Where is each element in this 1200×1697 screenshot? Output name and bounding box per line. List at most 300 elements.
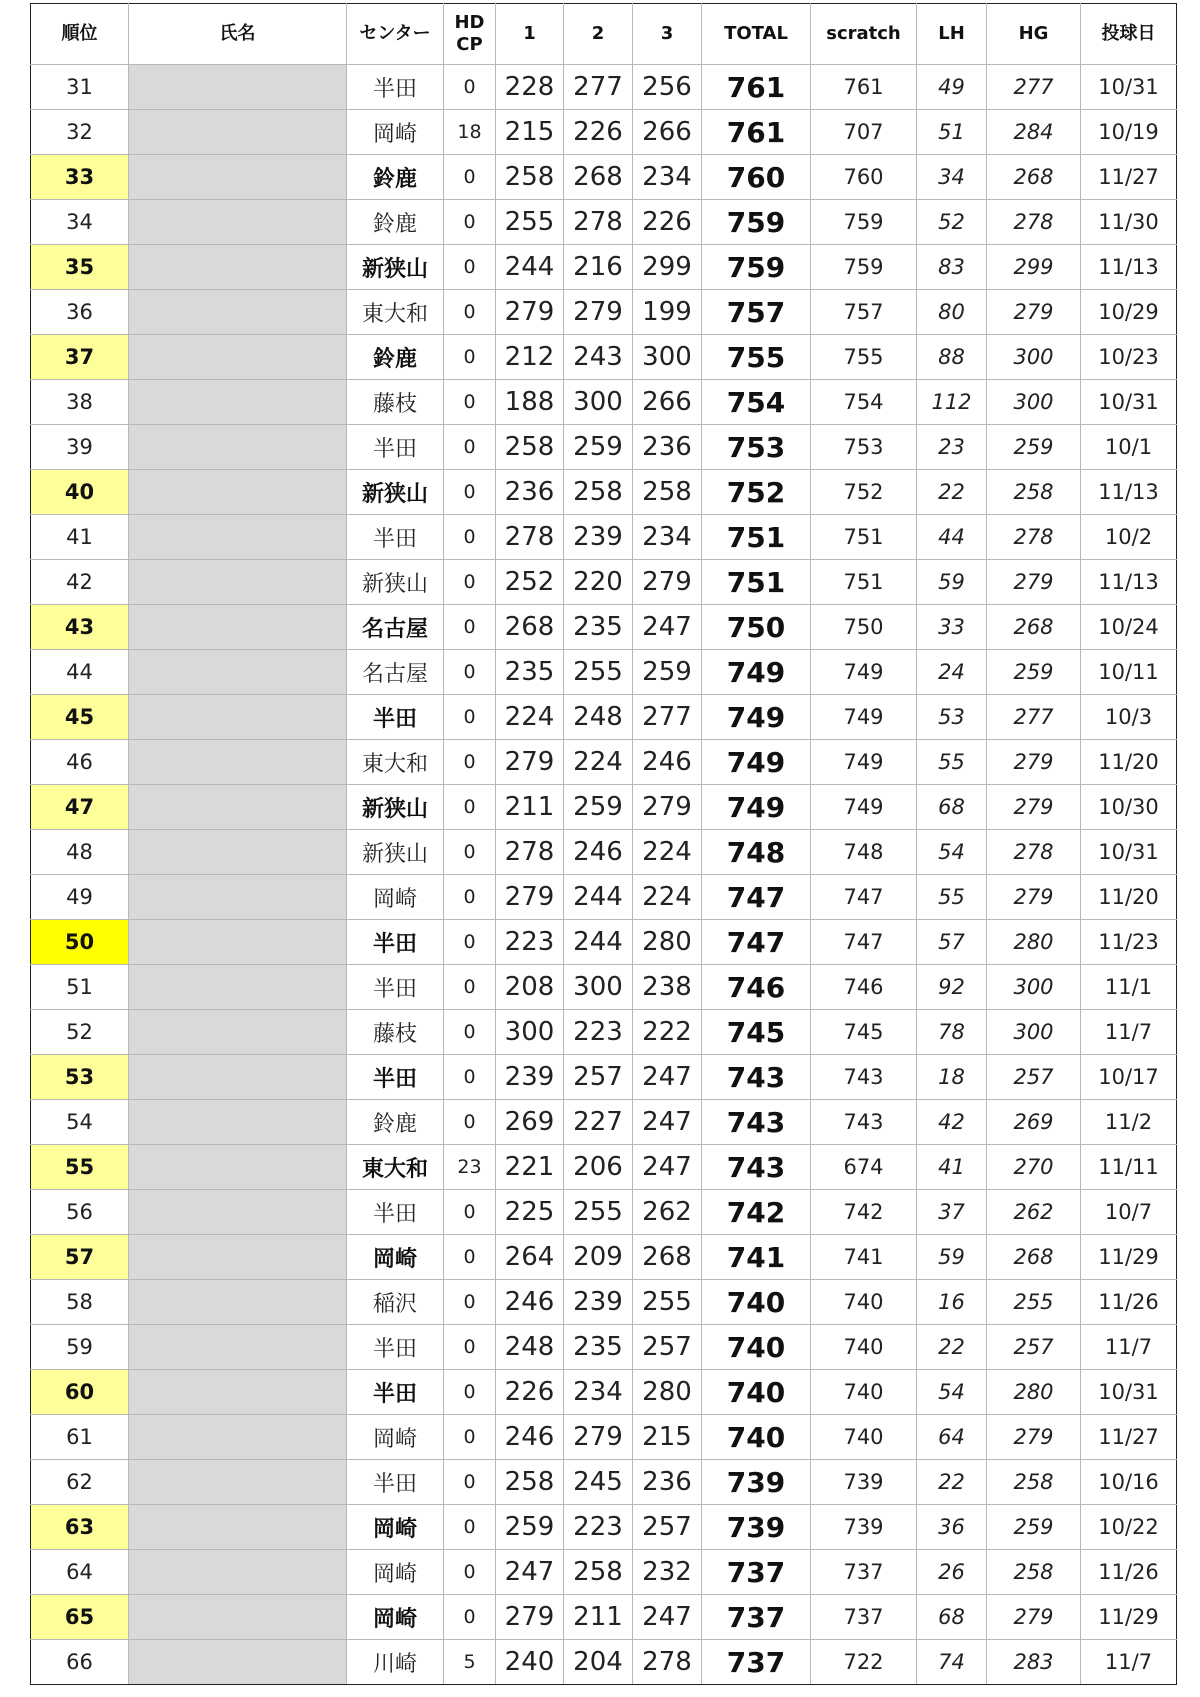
rank-cell: 38: [31, 380, 129, 425]
header-total: TOTAL: [702, 4, 811, 65]
rank-cell: 45: [31, 695, 129, 740]
rank-cell: 51: [31, 965, 129, 1010]
high-game: 278: [987, 515, 1081, 560]
center-cell: 稲沢: [347, 1280, 444, 1325]
total-score: 740: [702, 1280, 811, 1325]
rank-cell: 31: [31, 65, 129, 110]
game-2-score: 204: [564, 1640, 633, 1685]
total-score: 743: [702, 1055, 811, 1100]
high-game: 259: [987, 1505, 1081, 1550]
table-row: [31, 1235, 1177, 1280]
rank-cell: 46: [31, 740, 129, 785]
game-1-score: 247: [496, 1550, 564, 1595]
scratch-score: 752: [811, 470, 917, 515]
play-date: 11/11: [1081, 1145, 1177, 1190]
low-game: 22: [917, 1460, 987, 1505]
game-2-score: 277: [564, 65, 633, 110]
game-1-score: 212: [496, 335, 564, 380]
total-score: 749: [702, 695, 811, 740]
play-date: 11/26: [1081, 1550, 1177, 1595]
play-date: 11/29: [1081, 1235, 1177, 1280]
name-cell: [129, 785, 347, 830]
total-score: 745: [702, 1010, 811, 1055]
play-date: 10/2: [1081, 515, 1177, 560]
low-game: 36: [917, 1505, 987, 1550]
game-3-score: 226: [633, 200, 702, 245]
center-cell: 岡崎: [347, 1505, 444, 1550]
game-1-score: 235: [496, 650, 564, 695]
name-cell: [129, 1370, 347, 1415]
play-date: 11/2: [1081, 1100, 1177, 1145]
low-game: 80: [917, 290, 987, 335]
high-game: 299: [987, 245, 1081, 290]
name-cell: [129, 1100, 347, 1145]
rank-cell: 35: [31, 245, 129, 290]
name-cell: [129, 335, 347, 380]
game-1-score: 300: [496, 1010, 564, 1055]
hdcp-cell: 0: [444, 515, 496, 560]
game-2-score: 248: [564, 695, 633, 740]
table-row: [31, 605, 1177, 650]
game-2-score: 216: [564, 245, 633, 290]
game-3-score: 236: [633, 1460, 702, 1505]
hdcp-cell: 0: [444, 920, 496, 965]
game-3-score: 224: [633, 875, 702, 920]
hdcp-cell: 0: [444, 245, 496, 290]
game-1-score: 240: [496, 1640, 564, 1685]
rank-cell: 57: [31, 1235, 129, 1280]
name-cell: [129, 1280, 347, 1325]
header-hg: HG: [987, 4, 1081, 65]
center-cell: 鈴鹿: [347, 335, 444, 380]
game-3-score: 247: [633, 1100, 702, 1145]
play-date: 10/22: [1081, 1505, 1177, 1550]
hdcp-cell: 0: [444, 605, 496, 650]
name-cell: [129, 740, 347, 785]
score-table: [30, 3, 1177, 1685]
name-cell: [129, 605, 347, 650]
game-3-score: 224: [633, 830, 702, 875]
low-game: 112: [917, 380, 987, 425]
play-date: 10/16: [1081, 1460, 1177, 1505]
name-cell: [129, 830, 347, 875]
hdcp-cell: 5: [444, 1640, 496, 1685]
total-score: 740: [702, 1370, 811, 1415]
scratch-score: 755: [811, 335, 917, 380]
low-game: 41: [917, 1145, 987, 1190]
rank-cell: 39: [31, 425, 129, 470]
table-row: [31, 155, 1177, 200]
name-cell: [129, 1190, 347, 1235]
low-game: 44: [917, 515, 987, 560]
game-3-score: 256: [633, 65, 702, 110]
center-cell: 岡崎: [347, 1415, 444, 1460]
play-date: 11/23: [1081, 920, 1177, 965]
rank-cell: 58: [31, 1280, 129, 1325]
high-game: 258: [987, 1460, 1081, 1505]
low-game: 23: [917, 425, 987, 470]
game-1-score: 278: [496, 515, 564, 560]
low-game: 42: [917, 1100, 987, 1145]
low-game: 57: [917, 920, 987, 965]
table-row: [31, 1280, 1177, 1325]
game-1-score: 279: [496, 740, 564, 785]
play-date: 10/31: [1081, 380, 1177, 425]
scratch-score: 757: [811, 290, 917, 335]
table-header: [31, 4, 1177, 65]
table-row: [31, 1190, 1177, 1235]
center-cell: 新狭山: [347, 785, 444, 830]
game-3-score: 247: [633, 1055, 702, 1100]
high-game: 255: [987, 1280, 1081, 1325]
header-center: センター: [347, 4, 444, 65]
high-game: 279: [987, 875, 1081, 920]
high-game: 270: [987, 1145, 1081, 1190]
table-row: [31, 110, 1177, 155]
hdcp-cell: 0: [444, 1550, 496, 1595]
scratch-score: 739: [811, 1505, 917, 1550]
table-row: [31, 1055, 1177, 1100]
rank-cell: 66: [31, 1640, 129, 1685]
play-date: 11/20: [1081, 740, 1177, 785]
header-game-3: 3: [633, 4, 702, 65]
name-cell: [129, 110, 347, 155]
scratch-score: 737: [811, 1595, 917, 1640]
table-row: [31, 290, 1177, 335]
scratch-score: 745: [811, 1010, 917, 1055]
low-game: 59: [917, 560, 987, 605]
header-row: [31, 4, 1177, 65]
rank-cell: 47: [31, 785, 129, 830]
game-1-score: 188: [496, 380, 564, 425]
game-2-score: 278: [564, 200, 633, 245]
hdcp-cell: 0: [444, 1010, 496, 1055]
low-game: 26: [917, 1550, 987, 1595]
hdcp-cell: 18: [444, 110, 496, 155]
name-cell: [129, 200, 347, 245]
high-game: 300: [987, 380, 1081, 425]
center-cell: 東大和: [347, 740, 444, 785]
play-date: 10/3: [1081, 695, 1177, 740]
center-cell: 岡崎: [347, 1595, 444, 1640]
play-date: 11/26: [1081, 1280, 1177, 1325]
total-score: 757: [702, 290, 811, 335]
scratch-score: 739: [811, 1460, 917, 1505]
table-row: [31, 1010, 1177, 1055]
total-score: 739: [702, 1460, 811, 1505]
total-score: 754: [702, 380, 811, 425]
header-name: 氏名: [129, 4, 347, 65]
rank-cell: 61: [31, 1415, 129, 1460]
game-3-score: 199: [633, 290, 702, 335]
table-row: [31, 1325, 1177, 1370]
center-cell: 名古屋: [347, 605, 444, 650]
center-cell: 半田: [347, 965, 444, 1010]
center-cell: 藤枝: [347, 1010, 444, 1055]
name-cell: [129, 290, 347, 335]
total-score: 752: [702, 470, 811, 515]
table-row: [31, 965, 1177, 1010]
game-2-score: 300: [564, 380, 633, 425]
name-cell: [129, 1325, 347, 1370]
hdcp-cell: 0: [444, 1505, 496, 1550]
hdcp-cell: 0: [444, 1595, 496, 1640]
name-cell: [129, 155, 347, 200]
play-date: 11/13: [1081, 470, 1177, 515]
scratch-score: 722: [811, 1640, 917, 1685]
total-score: 746: [702, 965, 811, 1010]
table-row: [31, 875, 1177, 920]
high-game: 258: [987, 470, 1081, 515]
game-3-score: 234: [633, 515, 702, 560]
game-3-score: 279: [633, 560, 702, 605]
game-3-score: 232: [633, 1550, 702, 1595]
hdcp-cell: 0: [444, 695, 496, 740]
scratch-score: 749: [811, 785, 917, 830]
rank-cell: 33: [31, 155, 129, 200]
hdcp-cell: 0: [444, 1325, 496, 1370]
table-row: [31, 425, 1177, 470]
low-game: 74: [917, 1640, 987, 1685]
name-cell: [129, 875, 347, 920]
game-3-score: 222: [633, 1010, 702, 1055]
name-cell: [129, 470, 347, 515]
center-cell: 半田: [347, 425, 444, 470]
scratch-score: 759: [811, 200, 917, 245]
high-game: 279: [987, 1595, 1081, 1640]
low-game: 49: [917, 65, 987, 110]
total-score: 753: [702, 425, 811, 470]
total-score: 740: [702, 1325, 811, 1370]
rank-cell: 62: [31, 1460, 129, 1505]
center-cell: 半田: [347, 515, 444, 560]
center-cell: 半田: [347, 695, 444, 740]
high-game: 280: [987, 920, 1081, 965]
low-game: 54: [917, 830, 987, 875]
game-2-score: 239: [564, 1280, 633, 1325]
rank-cell: 65: [31, 1595, 129, 1640]
scratch-score: 742: [811, 1190, 917, 1235]
name-cell: [129, 1640, 347, 1685]
game-2-score: 224: [564, 740, 633, 785]
game-2-score: 235: [564, 1325, 633, 1370]
game-1-score: 224: [496, 695, 564, 740]
game-1-score: 255: [496, 200, 564, 245]
rank-cell: 55: [31, 1145, 129, 1190]
game-2-score: 257: [564, 1055, 633, 1100]
play-date: 11/1: [1081, 965, 1177, 1010]
low-game: 33: [917, 605, 987, 650]
name-cell: [129, 1145, 347, 1190]
table-row: [31, 380, 1177, 425]
table-row: [31, 335, 1177, 380]
play-date: 11/29: [1081, 1595, 1177, 1640]
rank-cell: 42: [31, 560, 129, 605]
hdcp-cell: 0: [444, 875, 496, 920]
total-score: 747: [702, 875, 811, 920]
table-row: [31, 515, 1177, 560]
scratch-score: 749: [811, 740, 917, 785]
game-1-score: 211: [496, 785, 564, 830]
hdcp-cell: 0: [444, 155, 496, 200]
center-cell: 岡崎: [347, 1550, 444, 1595]
scratch-score: 737: [811, 1550, 917, 1595]
play-date: 10/31: [1081, 830, 1177, 875]
total-score: 743: [702, 1145, 811, 1190]
scratch-score: 740: [811, 1415, 917, 1460]
name-cell: [129, 1055, 347, 1100]
high-game: 279: [987, 740, 1081, 785]
hdcp-cell: 0: [444, 1235, 496, 1280]
game-1-score: 258: [496, 425, 564, 470]
game-2-score: 259: [564, 785, 633, 830]
game-1-score: 252: [496, 560, 564, 605]
scratch-score: 751: [811, 515, 917, 560]
center-cell: 川崎: [347, 1640, 444, 1685]
table-row: [31, 830, 1177, 875]
low-game: 22: [917, 470, 987, 515]
low-game: 52: [917, 200, 987, 245]
low-game: 88: [917, 335, 987, 380]
game-2-score: 239: [564, 515, 633, 560]
low-game: 54: [917, 1370, 987, 1415]
name-cell: [129, 65, 347, 110]
game-2-score: 223: [564, 1505, 633, 1550]
rank-cell: 52: [31, 1010, 129, 1055]
play-date: 11/27: [1081, 155, 1177, 200]
name-cell: [129, 1460, 347, 1505]
total-score: 749: [702, 785, 811, 830]
header-game-1: 1: [496, 4, 564, 65]
hdcp-cell: 0: [444, 1460, 496, 1505]
game-1-score: 279: [496, 1595, 564, 1640]
game-1-score: 269: [496, 1100, 564, 1145]
play-date: 10/31: [1081, 1370, 1177, 1415]
play-date: 10/30: [1081, 785, 1177, 830]
rank-cell: 48: [31, 830, 129, 875]
game-2-score: 206: [564, 1145, 633, 1190]
play-date: 11/13: [1081, 560, 1177, 605]
scratch-score: 743: [811, 1055, 917, 1100]
rank-cell: 32: [31, 110, 129, 155]
low-game: 22: [917, 1325, 987, 1370]
game-1-score: 225: [496, 1190, 564, 1235]
game-1-score: 244: [496, 245, 564, 290]
game-2-score: 234: [564, 1370, 633, 1415]
total-score: 739: [702, 1505, 811, 1550]
high-game: 277: [987, 65, 1081, 110]
game-3-score: 257: [633, 1325, 702, 1370]
rank-cell: 56: [31, 1190, 129, 1235]
scratch-score: 741: [811, 1235, 917, 1280]
name-cell: [129, 920, 347, 965]
low-game: 24: [917, 650, 987, 695]
table-row: [31, 695, 1177, 740]
play-date: 10/29: [1081, 290, 1177, 335]
play-date: 11/27: [1081, 1415, 1177, 1460]
table-row: [31, 1100, 1177, 1145]
game-2-score: 279: [564, 290, 633, 335]
hdcp-cell: 0: [444, 425, 496, 470]
name-cell: [129, 380, 347, 425]
scratch-score: 749: [811, 695, 917, 740]
table-row: [31, 740, 1177, 785]
hdcp-cell: 0: [444, 1190, 496, 1235]
scratch-score: 754: [811, 380, 917, 425]
play-date: 11/13: [1081, 245, 1177, 290]
high-game: 268: [987, 155, 1081, 200]
center-cell: 半田: [347, 1370, 444, 1415]
low-game: 16: [917, 1280, 987, 1325]
name-cell: [129, 650, 347, 695]
center-cell: 藤枝: [347, 380, 444, 425]
play-date: 10/17: [1081, 1055, 1177, 1100]
high-game: 280: [987, 1370, 1081, 1415]
game-2-score: 279: [564, 1415, 633, 1460]
hdcp-cell: 0: [444, 965, 496, 1010]
total-score: 761: [702, 65, 811, 110]
game-3-score: 259: [633, 650, 702, 695]
table-row: [31, 470, 1177, 515]
center-cell: 半田: [347, 1190, 444, 1235]
table-row: [31, 785, 1177, 830]
center-cell: 岡崎: [347, 1235, 444, 1280]
header-hdcp: HD CP: [444, 4, 496, 65]
scratch-score: 747: [811, 920, 917, 965]
play-date: 11/7: [1081, 1325, 1177, 1370]
high-game: 279: [987, 290, 1081, 335]
low-game: 18: [917, 1055, 987, 1100]
game-3-score: 279: [633, 785, 702, 830]
high-game: 300: [987, 1010, 1081, 1055]
scratch-score: 740: [811, 1370, 917, 1415]
hdcp-cell: 0: [444, 785, 496, 830]
center-cell: 新狭山: [347, 830, 444, 875]
game-3-score: 255: [633, 1280, 702, 1325]
total-score: 760: [702, 155, 811, 200]
total-score: 748: [702, 830, 811, 875]
hdcp-cell: 23: [444, 1145, 496, 1190]
game-2-score: 243: [564, 335, 633, 380]
game-1-score: 259: [496, 1505, 564, 1550]
game-2-score: 255: [564, 650, 633, 695]
low-game: 64: [917, 1415, 987, 1460]
name-cell: [129, 515, 347, 560]
total-score: 747: [702, 920, 811, 965]
play-date: 11/7: [1081, 1010, 1177, 1055]
game-3-score: 238: [633, 965, 702, 1010]
high-game: 277: [987, 695, 1081, 740]
high-game: 257: [987, 1325, 1081, 1370]
scratch-score: 743: [811, 1100, 917, 1145]
game-2-score: 268: [564, 155, 633, 200]
total-score: 741: [702, 1235, 811, 1280]
game-2-score: 227: [564, 1100, 633, 1145]
scratch-score: 746: [811, 965, 917, 1010]
game-3-score: 300: [633, 335, 702, 380]
total-score: 742: [702, 1190, 811, 1235]
high-game: 269: [987, 1100, 1081, 1145]
name-cell: [129, 425, 347, 470]
play-date: 11/30: [1081, 200, 1177, 245]
high-game: 278: [987, 200, 1081, 245]
table-row: [31, 1460, 1177, 1505]
scratch-score: 751: [811, 560, 917, 605]
scratch-score: 749: [811, 650, 917, 695]
game-1-score: 279: [496, 290, 564, 335]
hdcp-cell: 0: [444, 560, 496, 605]
play-date: 10/11: [1081, 650, 1177, 695]
